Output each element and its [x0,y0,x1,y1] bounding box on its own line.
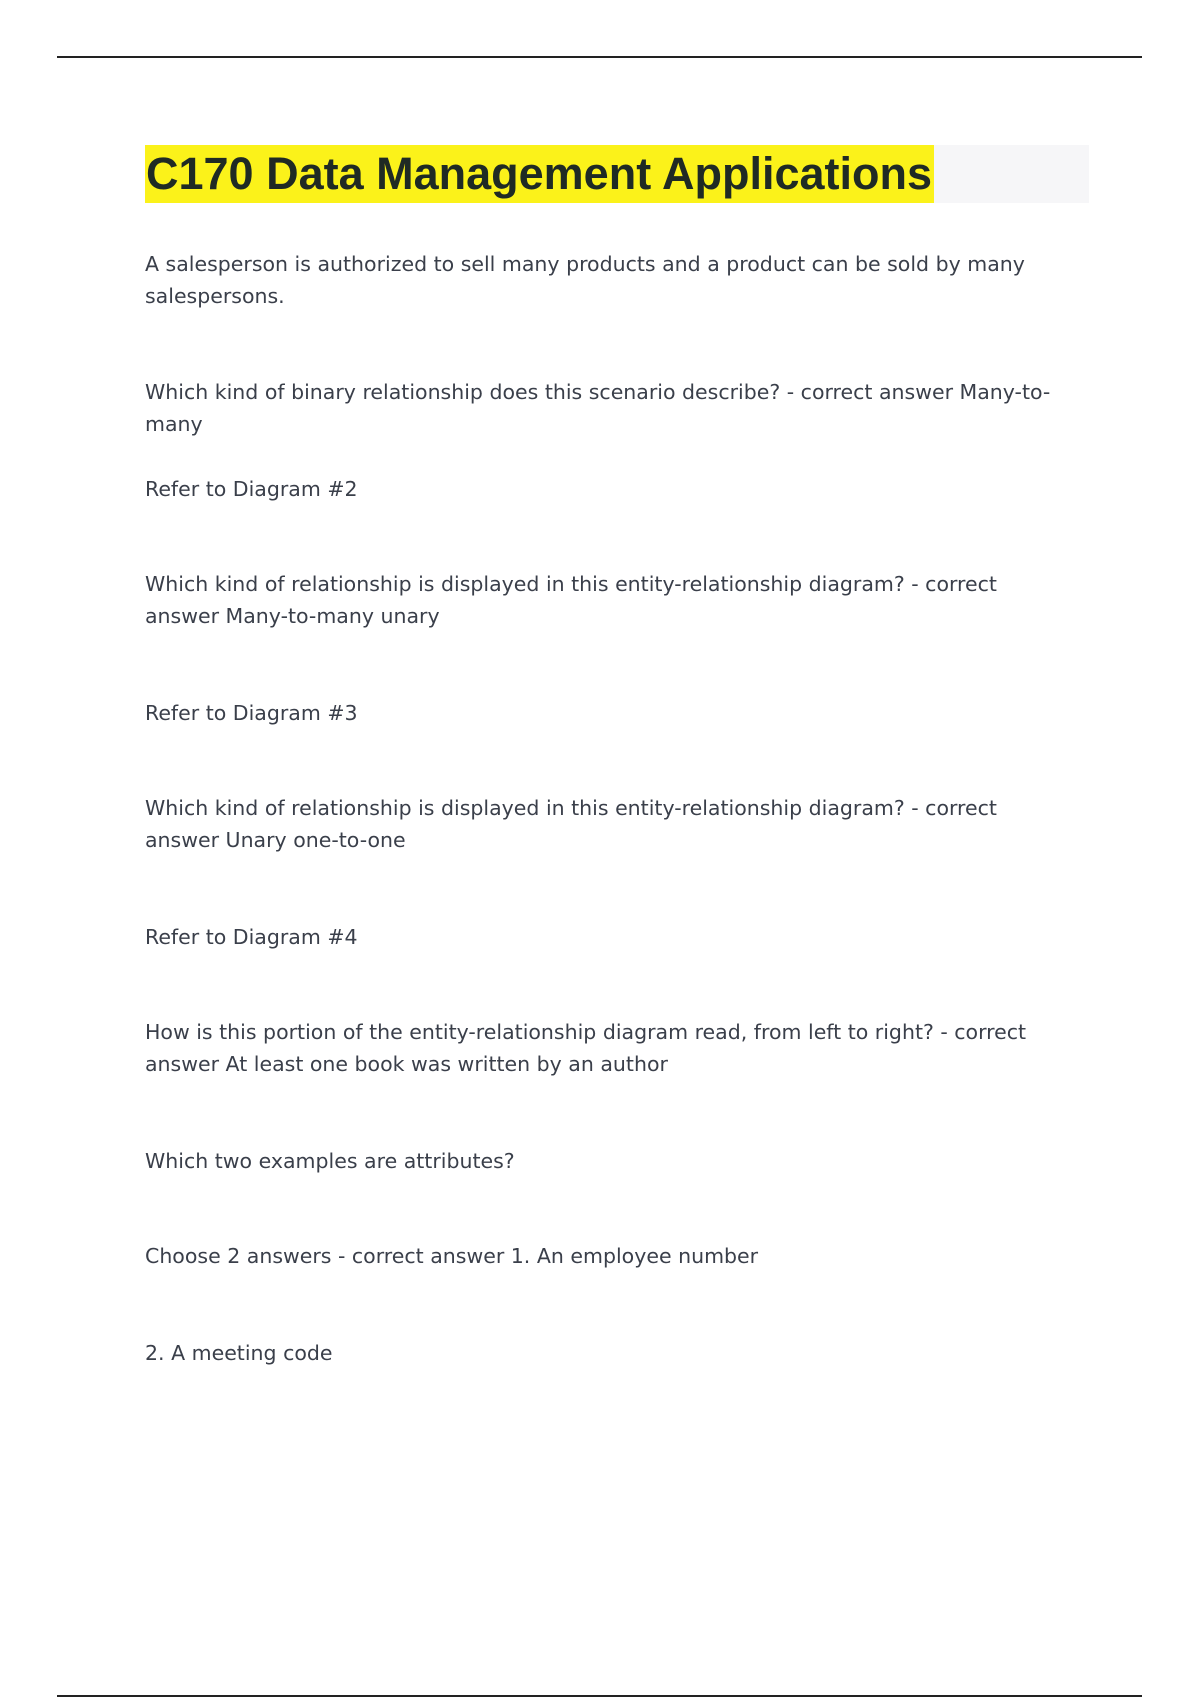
paragraph-question-1: Which kind of binary relationship does this scenario describe? - correct answer Many-to-many [145,380,1051,436]
document-title: C170 Data Management Applications [145,145,934,203]
paragraph-diagram-ref-3: Refer to Diagram #3 [145,701,358,725]
bottom-rule [57,1695,1142,1697]
paragraph-diagram-ref-2: Refer to Diagram #2 [145,477,358,501]
paragraph-scenario: A salesperson is authorized to sell many products and a product can be sold by many salespersons. [145,252,1025,308]
paragraph-question-2: Which kind of relationship is displayed in this entity-relationship diagram? - correct answer Many-to-many unary [145,572,997,628]
paragraph-question-3: Which kind of relationship is displayed in this entity-relationship diagram? - correct answer Unary one-to-one [145,796,997,852]
paragraph-diagram-ref-4: Refer to Diagram #4 [145,925,358,949]
paragraph-answer-5a: Choose 2 answers - correct answer 1. An employee number [145,1244,759,1268]
paragraph-answer-5b: 2. A meeting code [145,1341,333,1365]
paragraph-question-4: How is this portion of the entity-relationship diagram read, from left to right? - correct answer At least one book was written by an author [145,1020,1027,1076]
top-rule [57,56,1142,58]
paragraph-question-5: Which two examples are attributes? [145,1149,515,1173]
